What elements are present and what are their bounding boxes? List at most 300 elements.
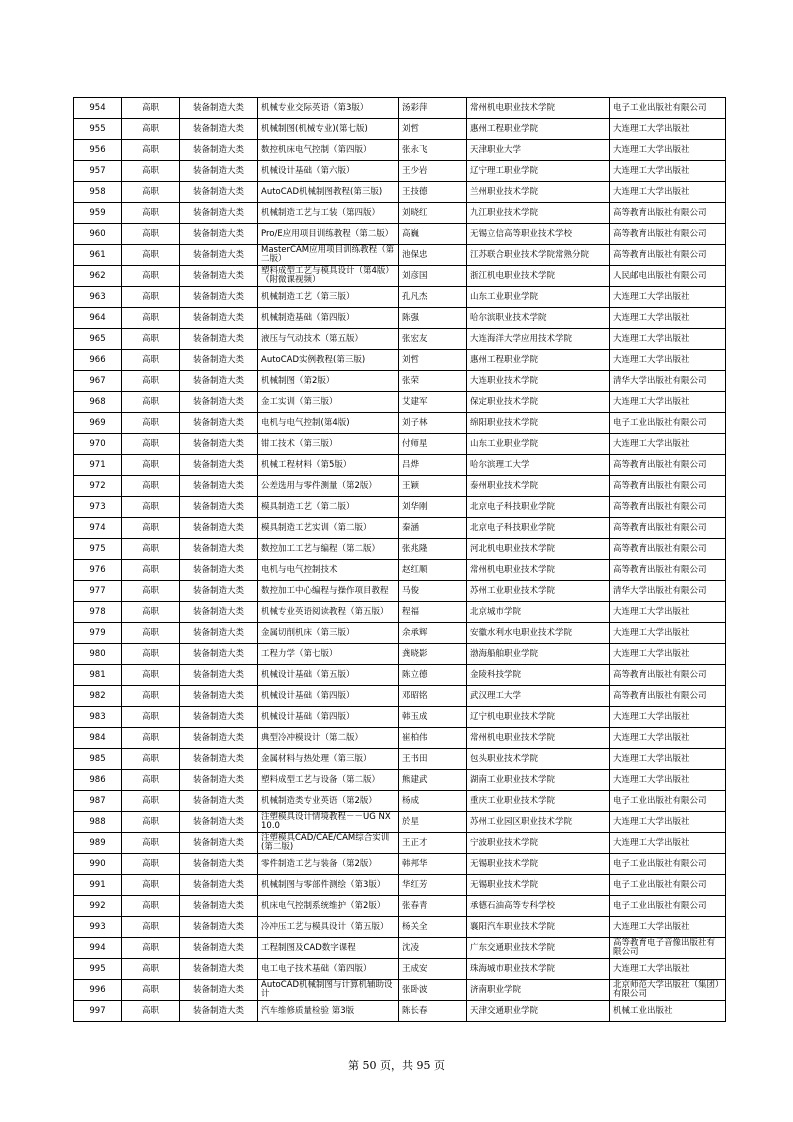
- category-cell: 装备制造大类: [180, 497, 258, 518]
- category-cell: 装备制造大类: [180, 665, 258, 686]
- table-row: [74, 959, 726, 980]
- category-cell: 装备制造大类: [180, 245, 258, 266]
- category-cell: 装备制造大类: [180, 602, 258, 623]
- institution-cell: 九江职业技术学院: [467, 203, 610, 224]
- textbook-title-cell: 钳工技术（第三版）: [258, 434, 399, 455]
- textbook-title-cell: 典型冷冲模设计（第二版）: [258, 728, 399, 749]
- institution-cell: 惠州工程职业学院: [467, 350, 610, 371]
- level-cell: 高职: [122, 623, 180, 644]
- row-number-cell: 964: [74, 308, 122, 329]
- author-cell: 艾建军: [399, 392, 467, 413]
- institution-cell: 宁波职业技术学院: [467, 833, 610, 854]
- institution-cell: 兰州职业技术学院: [467, 182, 610, 203]
- row-number-cell: 983: [74, 707, 122, 728]
- publisher-cell: 清华大学出版社有限公司: [610, 581, 726, 602]
- table-row: [74, 665, 726, 686]
- level-cell: 高职: [122, 371, 180, 392]
- category-cell: 装备制造大类: [180, 392, 258, 413]
- category-cell: 装备制造大类: [180, 728, 258, 749]
- row-number-cell: 974: [74, 518, 122, 539]
- publisher-cell: 大连理工大学出版社: [610, 644, 726, 665]
- author-cell: 杨成: [399, 791, 467, 812]
- level-cell: 高职: [122, 938, 180, 959]
- author-cell: 余承辉: [399, 623, 467, 644]
- publisher-cell: 大连理工大学出版社: [610, 140, 726, 161]
- row-number-cell: 995: [74, 959, 122, 980]
- row-number-cell: 977: [74, 581, 122, 602]
- table-row: [74, 728, 726, 749]
- textbook-title-cell: 电机与电气控制(第4版): [258, 413, 399, 434]
- institution-cell: 安徽水利水电职业技术学院: [467, 623, 610, 644]
- author-cell: 龚晓影: [399, 644, 467, 665]
- publisher-cell: 大连理工大学出版社: [610, 623, 726, 644]
- textbook-title-cell: AutoCAD机械制图与计算机辅助设计: [258, 980, 399, 1001]
- textbook-title-cell: 机械制造工艺与工装（第四版）: [258, 203, 399, 224]
- table-row: [74, 560, 726, 581]
- institution-cell: 惠州工程职业学院: [467, 119, 610, 140]
- author-cell: 於星: [399, 812, 467, 833]
- table-row: [74, 455, 726, 476]
- row-number-cell: 955: [74, 119, 122, 140]
- publisher-cell: 大连理工大学出版社: [610, 749, 726, 770]
- row-number-cell: 959: [74, 203, 122, 224]
- textbook-list-table: [73, 97, 726, 1022]
- category-cell: 装备制造大类: [180, 224, 258, 245]
- textbook-title-cell: 零件制造工艺与装备（第2版）: [258, 854, 399, 875]
- row-number-cell: 966: [74, 350, 122, 371]
- institution-cell: 湖南工业职业技术学院: [467, 770, 610, 791]
- institution-cell: 江苏联合职业技术学院常熟分院: [467, 245, 610, 266]
- textbook-title-cell: 冷冲压工艺与模具设计（第五版）: [258, 917, 399, 938]
- level-cell: 高职: [122, 539, 180, 560]
- textbook-title-cell: 金工实训（第三版）: [258, 392, 399, 413]
- level-cell: 高职: [122, 161, 180, 182]
- row-number-cell: 962: [74, 266, 122, 287]
- row-number-cell: 958: [74, 182, 122, 203]
- author-cell: 沈凌: [399, 938, 467, 959]
- author-cell: 王成安: [399, 959, 467, 980]
- institution-cell: 承德石油高等专科学校: [467, 896, 610, 917]
- table-row: [74, 791, 726, 812]
- category-cell: 装备制造大类: [180, 434, 258, 455]
- category-cell: 装备制造大类: [180, 686, 258, 707]
- textbook-title-cell: 汽车维修质量检验 第3版: [258, 1001, 399, 1022]
- category-cell: 装备制造大类: [180, 959, 258, 980]
- textbook-title-cell: 工程力学（第七版）: [258, 644, 399, 665]
- institution-cell: 苏州工业园区职业技术学院: [467, 812, 610, 833]
- table-row: [74, 434, 726, 455]
- level-cell: 高职: [122, 182, 180, 203]
- textbook-title-cell: 注塑模具设计情境教程－－UG NX 10.0: [258, 812, 399, 833]
- publisher-cell: 电子工业出版社有限公司: [610, 854, 726, 875]
- row-number-cell: 971: [74, 455, 122, 476]
- row-number-cell: 980: [74, 644, 122, 665]
- level-cell: 高职: [122, 959, 180, 980]
- category-cell: 装备制造大类: [180, 308, 258, 329]
- table-row: [74, 413, 726, 434]
- textbook-title-cell: 机械制造类专业英语（第2版）: [258, 791, 399, 812]
- table-row: [74, 182, 726, 203]
- publisher-cell: 大连理工大学出版社: [610, 119, 726, 140]
- publisher-cell: 大连理工大学出版社: [610, 182, 726, 203]
- level-cell: 高职: [122, 119, 180, 140]
- textbook-title-cell: MasterCAM应用项目训练教程（第二版）: [258, 245, 399, 266]
- level-cell: 高职: [122, 518, 180, 539]
- publisher-cell: 电子工业出版社有限公司: [610, 413, 726, 434]
- table-row: [74, 119, 726, 140]
- level-cell: 高职: [122, 833, 180, 854]
- institution-cell: 无锡职业技术学院: [467, 875, 610, 896]
- page-footer: 第 50 页，共 95 页: [348, 1059, 445, 1072]
- textbook-title-cell: 机械设计基础（第四版）: [258, 707, 399, 728]
- category-cell: 装备制造大类: [180, 623, 258, 644]
- level-cell: 高职: [122, 1001, 180, 1022]
- textbook-title-cell: 数控加工中心编程与操作项目教程: [258, 581, 399, 602]
- table-row: [74, 749, 726, 770]
- row-number-cell: 989: [74, 833, 122, 854]
- author-cell: 杨关全: [399, 917, 467, 938]
- author-cell: 王书田: [399, 749, 467, 770]
- category-cell: 装备制造大类: [180, 980, 258, 1001]
- institution-cell: 珠海城市职业技术学院: [467, 959, 610, 980]
- category-cell: 装备制造大类: [180, 938, 258, 959]
- level-cell: 高职: [122, 308, 180, 329]
- row-number-cell: 986: [74, 770, 122, 791]
- level-cell: 高职: [122, 665, 180, 686]
- category-cell: 装备制造大类: [180, 917, 258, 938]
- publisher-cell: 电子工业出版社有限公司: [610, 896, 726, 917]
- institution-cell: 浙江机电职业技术学院: [467, 266, 610, 287]
- category-cell: 装备制造大类: [180, 455, 258, 476]
- author-cell: 池保忠: [399, 245, 467, 266]
- level-cell: 高职: [122, 770, 180, 791]
- institution-cell: 苏州工业职业技术学院: [467, 581, 610, 602]
- institution-cell: 包头职业技术学院: [467, 749, 610, 770]
- row-number-cell: 987: [74, 791, 122, 812]
- author-cell: 刘子林: [399, 413, 467, 434]
- category-cell: 装备制造大类: [180, 413, 258, 434]
- level-cell: 高职: [122, 203, 180, 224]
- textbook-title-cell: 注塑模具CAD/CAE/CAM综合实训(第二版): [258, 833, 399, 854]
- level-cell: 高职: [122, 350, 180, 371]
- publisher-cell: 大连理工大学出版社: [610, 833, 726, 854]
- row-number-cell: 979: [74, 623, 122, 644]
- table-row: [74, 770, 726, 791]
- author-cell: 张卧波: [399, 980, 467, 1001]
- level-cell: 高职: [122, 245, 180, 266]
- row-number-cell: 978: [74, 602, 122, 623]
- textbook-title-cell: 公差选用与零件测量（第2版）: [258, 476, 399, 497]
- institution-cell: 辽宁机电职业技术学院: [467, 707, 610, 728]
- row-number-cell: 954: [74, 98, 122, 119]
- publisher-cell: 高等教育出版社有限公司: [610, 518, 726, 539]
- row-number-cell: 969: [74, 413, 122, 434]
- author-cell: 韩玉成: [399, 707, 467, 728]
- row-number-cell: 976: [74, 560, 122, 581]
- table-row: [74, 644, 726, 665]
- row-number-cell: 997: [74, 1001, 122, 1022]
- author-cell: 秦涵: [399, 518, 467, 539]
- publisher-cell: 电子工业出版社有限公司: [610, 98, 726, 119]
- table-row: [74, 581, 726, 602]
- table-row: [74, 371, 726, 392]
- table-row: [74, 203, 726, 224]
- row-number-cell: 973: [74, 497, 122, 518]
- level-cell: 高职: [122, 644, 180, 665]
- author-cell: 马俊: [399, 581, 467, 602]
- author-cell: 崔柏伟: [399, 728, 467, 749]
- level-cell: 高职: [122, 980, 180, 1001]
- category-cell: 装备制造大类: [180, 560, 258, 581]
- category-cell: 装备制造大类: [180, 749, 258, 770]
- publisher-cell: 电子工业出版社有限公司: [610, 791, 726, 812]
- row-number-cell: 993: [74, 917, 122, 938]
- institution-cell: 济南职业学院: [467, 980, 610, 1001]
- textbook-title-cell: 塑料成型工艺与模具设计（第4版）（附微课视频）: [258, 266, 399, 287]
- row-number-cell: 982: [74, 686, 122, 707]
- author-cell: 张兆隆: [399, 539, 467, 560]
- row-number-cell: 956: [74, 140, 122, 161]
- table-row: [74, 938, 726, 959]
- table-row: [74, 287, 726, 308]
- level-cell: 高职: [122, 896, 180, 917]
- table-row: [74, 350, 726, 371]
- publisher-cell: 高等教育出版社有限公司: [610, 224, 726, 245]
- publisher-cell: 大连理工大学出版社: [610, 161, 726, 182]
- textbook-title-cell: 机械设计基础（第五版）: [258, 665, 399, 686]
- row-number-cell: 957: [74, 161, 122, 182]
- publisher-cell: 高等教育出版社有限公司: [610, 245, 726, 266]
- category-cell: 装备制造大类: [180, 539, 258, 560]
- textbook-title-cell: 数控机床电气控制（第四版）: [258, 140, 399, 161]
- row-number-cell: 967: [74, 371, 122, 392]
- row-number-cell: 961: [74, 245, 122, 266]
- publisher-cell: 大连理工大学出版社: [610, 392, 726, 413]
- publisher-cell: 清华大学出版社有限公司: [610, 371, 726, 392]
- textbook-title-cell: AutoCAD实例教程(第三版): [258, 350, 399, 371]
- author-cell: 熊建武: [399, 770, 467, 791]
- category-cell: 装备制造大类: [180, 98, 258, 119]
- level-cell: 高职: [122, 497, 180, 518]
- row-number-cell: 975: [74, 539, 122, 560]
- publisher-cell: 大连理工大学出版社: [610, 917, 726, 938]
- category-cell: 装备制造大类: [180, 854, 258, 875]
- author-cell: 刘华刚: [399, 497, 467, 518]
- level-cell: 高职: [122, 917, 180, 938]
- textbook-title-cell: 金属材料与热处理（第三版）: [258, 749, 399, 770]
- row-number-cell: 994: [74, 938, 122, 959]
- level-cell: 高职: [122, 728, 180, 749]
- author-cell: 赵红顺: [399, 560, 467, 581]
- textbook-title-cell: 机械专业交际英语（第3版）: [258, 98, 399, 119]
- publisher-cell: 高等教育出版社有限公司: [610, 539, 726, 560]
- textbook-title-cell: 液压与气动技术（第五版）: [258, 329, 399, 350]
- category-cell: 装备制造大类: [180, 1001, 258, 1022]
- textbook-title-cell: 模具制造工艺（第二版）: [258, 497, 399, 518]
- publisher-cell: 高等教育出版社有限公司: [610, 686, 726, 707]
- textbook-title-cell: 电机与电气控制技术: [258, 560, 399, 581]
- category-cell: 装备制造大类: [180, 287, 258, 308]
- publisher-cell: 高等教育出版社有限公司: [610, 476, 726, 497]
- author-cell: 华红芳: [399, 875, 467, 896]
- level-cell: 高职: [122, 476, 180, 497]
- row-number-cell: 972: [74, 476, 122, 497]
- row-number-cell: 970: [74, 434, 122, 455]
- textbook-title-cell: 数控加工工艺与编程（第二版）: [258, 539, 399, 560]
- textbook-title-cell: 机床电气控制系统维护（第2版）: [258, 896, 399, 917]
- category-cell: 装备制造大类: [180, 812, 258, 833]
- table-row: [74, 98, 726, 119]
- institution-cell: 常州机电职业技术学院: [467, 728, 610, 749]
- table-row: [74, 686, 726, 707]
- row-number-cell: 985: [74, 749, 122, 770]
- author-cell: 刘哲: [399, 350, 467, 371]
- institution-cell: 北京电子科技职业学院: [467, 518, 610, 539]
- table-row: [74, 602, 726, 623]
- level-cell: 高职: [122, 287, 180, 308]
- publisher-cell: 大连理工大学出版社: [610, 707, 726, 728]
- author-cell: 付师星: [399, 434, 467, 455]
- table-row: [74, 833, 726, 854]
- category-cell: 装备制造大类: [180, 203, 258, 224]
- table-row: [74, 917, 726, 938]
- institution-cell: 保定职业技术学院: [467, 392, 610, 413]
- publisher-cell: 大连理工大学出版社: [610, 728, 726, 749]
- level-cell: 高职: [122, 434, 180, 455]
- institution-cell: 北京电子科技职业学院: [467, 497, 610, 518]
- row-number-cell: 992: [74, 896, 122, 917]
- table-row: [74, 497, 726, 518]
- level-cell: 高职: [122, 455, 180, 476]
- category-cell: 装备制造大类: [180, 476, 258, 497]
- textbook-title-cell: 机械制图(机械专业)(第七版): [258, 119, 399, 140]
- institution-cell: 天津职业大学: [467, 140, 610, 161]
- institution-cell: 常州机电职业技术学院: [467, 560, 610, 581]
- institution-cell: 无锡职业技术学院: [467, 854, 610, 875]
- level-cell: 高职: [122, 602, 180, 623]
- category-cell: 装备制造大类: [180, 896, 258, 917]
- institution-cell: 渤海船舶职业学院: [467, 644, 610, 665]
- table-row: [74, 707, 726, 728]
- category-cell: 装备制造大类: [180, 182, 258, 203]
- level-cell: 高职: [122, 98, 180, 119]
- category-cell: 装备制造大类: [180, 266, 258, 287]
- author-cell: 陈立德: [399, 665, 467, 686]
- institution-cell: 大连职业技术学院: [467, 371, 610, 392]
- institution-cell: 绵阳职业技术学院: [467, 413, 610, 434]
- row-number-cell: 996: [74, 980, 122, 1001]
- level-cell: 高职: [122, 707, 180, 728]
- level-cell: 高职: [122, 686, 180, 707]
- institution-cell: 重庆工业职业技术学院: [467, 791, 610, 812]
- row-number-cell: 991: [74, 875, 122, 896]
- category-cell: 装备制造大类: [180, 329, 258, 350]
- row-number-cell: 984: [74, 728, 122, 749]
- institution-cell: 金陵科技学院: [467, 665, 610, 686]
- publisher-cell: 大连理工大学出版社: [610, 329, 726, 350]
- author-cell: 王少岩: [399, 161, 467, 182]
- author-cell: 王正才: [399, 833, 467, 854]
- category-cell: 装备制造大类: [180, 350, 258, 371]
- table-row: [74, 812, 726, 833]
- textbook-title-cell: 机械制图（第2版）: [258, 371, 399, 392]
- institution-cell: 天津交通职业学院: [467, 1001, 610, 1022]
- institution-cell: 广东交通职业技术学院: [467, 938, 610, 959]
- institution-cell: 山东工业职业学院: [467, 434, 610, 455]
- textbook-title-cell: 模具制造工艺实训（第二版）: [258, 518, 399, 539]
- category-cell: 装备制造大类: [180, 770, 258, 791]
- category-cell: 装备制造大类: [180, 644, 258, 665]
- category-cell: 装备制造大类: [180, 119, 258, 140]
- table-row: [74, 266, 726, 287]
- textbook-title-cell: Pro/E应用项目训练教程（第二版）: [258, 224, 399, 245]
- category-cell: 装备制造大类: [180, 707, 258, 728]
- publisher-cell: 大连理工大学出版社: [610, 602, 726, 623]
- category-cell: 装备制造大类: [180, 833, 258, 854]
- textbook-title-cell: 机械专业英语阅读教程（第五版）: [258, 602, 399, 623]
- author-cell: 吕烨: [399, 455, 467, 476]
- level-cell: 高职: [122, 581, 180, 602]
- author-cell: 刘哲: [399, 119, 467, 140]
- table-row: [74, 392, 726, 413]
- level-cell: 高职: [122, 854, 180, 875]
- textbook-title-cell: 机械制造基础（第四版）: [258, 308, 399, 329]
- table-row: [74, 245, 726, 266]
- author-cell: 邓昭铭: [399, 686, 467, 707]
- row-number-cell: 965: [74, 329, 122, 350]
- author-cell: 张春青: [399, 896, 467, 917]
- author-cell: 陈长春: [399, 1001, 467, 1022]
- row-number-cell: 981: [74, 665, 122, 686]
- table-row: [74, 140, 726, 161]
- level-cell: 高职: [122, 329, 180, 350]
- textbook-title-cell: 金属切削机床（第三版）: [258, 623, 399, 644]
- level-cell: 高职: [122, 392, 180, 413]
- institution-cell: 襄阳汽车职业技术学院: [467, 917, 610, 938]
- publisher-cell: 大连理工大学出版社: [610, 287, 726, 308]
- textbook-title-cell: 机械制造工艺（第三版）: [258, 287, 399, 308]
- textbook-title-cell: 塑料成型工艺与设备（第二版）: [258, 770, 399, 791]
- row-number-cell: 988: [74, 812, 122, 833]
- table-row: [74, 329, 726, 350]
- publisher-cell: 大连理工大学出版社: [610, 308, 726, 329]
- textbook-title-cell: 电工电子技术基础（第四版）: [258, 959, 399, 980]
- institution-cell: 哈尔滨职业技术学院: [467, 308, 610, 329]
- table-row: [74, 875, 726, 896]
- institution-cell: 武汉理工大学: [467, 686, 610, 707]
- author-cell: 王技德: [399, 182, 467, 203]
- author-cell: 韩邦华: [399, 854, 467, 875]
- table-row: [74, 623, 726, 644]
- level-cell: 高职: [122, 812, 180, 833]
- publisher-cell: 大连理工大学出版社: [610, 812, 726, 833]
- publisher-cell: 高等教育出版社有限公司: [610, 560, 726, 581]
- publisher-cell: 高等教育电子音像出版社有限公司: [610, 938, 726, 959]
- institution-cell: 山东工业职业学院: [467, 287, 610, 308]
- level-cell: 高职: [122, 875, 180, 896]
- category-cell: 装备制造大类: [180, 581, 258, 602]
- category-cell: 装备制造大类: [180, 371, 258, 392]
- author-cell: 程福: [399, 602, 467, 623]
- textbook-title-cell: AutoCAD机械制图教程(第三版): [258, 182, 399, 203]
- textbook-title-cell: 机械设计基础（第四版）: [258, 686, 399, 707]
- institution-cell: 无锡立信高等职业技术学校: [467, 224, 610, 245]
- level-cell: 高职: [122, 140, 180, 161]
- publisher-cell: 高等教育出版社有限公司: [610, 203, 726, 224]
- level-cell: 高职: [122, 413, 180, 434]
- institution-cell: 泰州职业技术学院: [467, 476, 610, 497]
- category-cell: 装备制造大类: [180, 140, 258, 161]
